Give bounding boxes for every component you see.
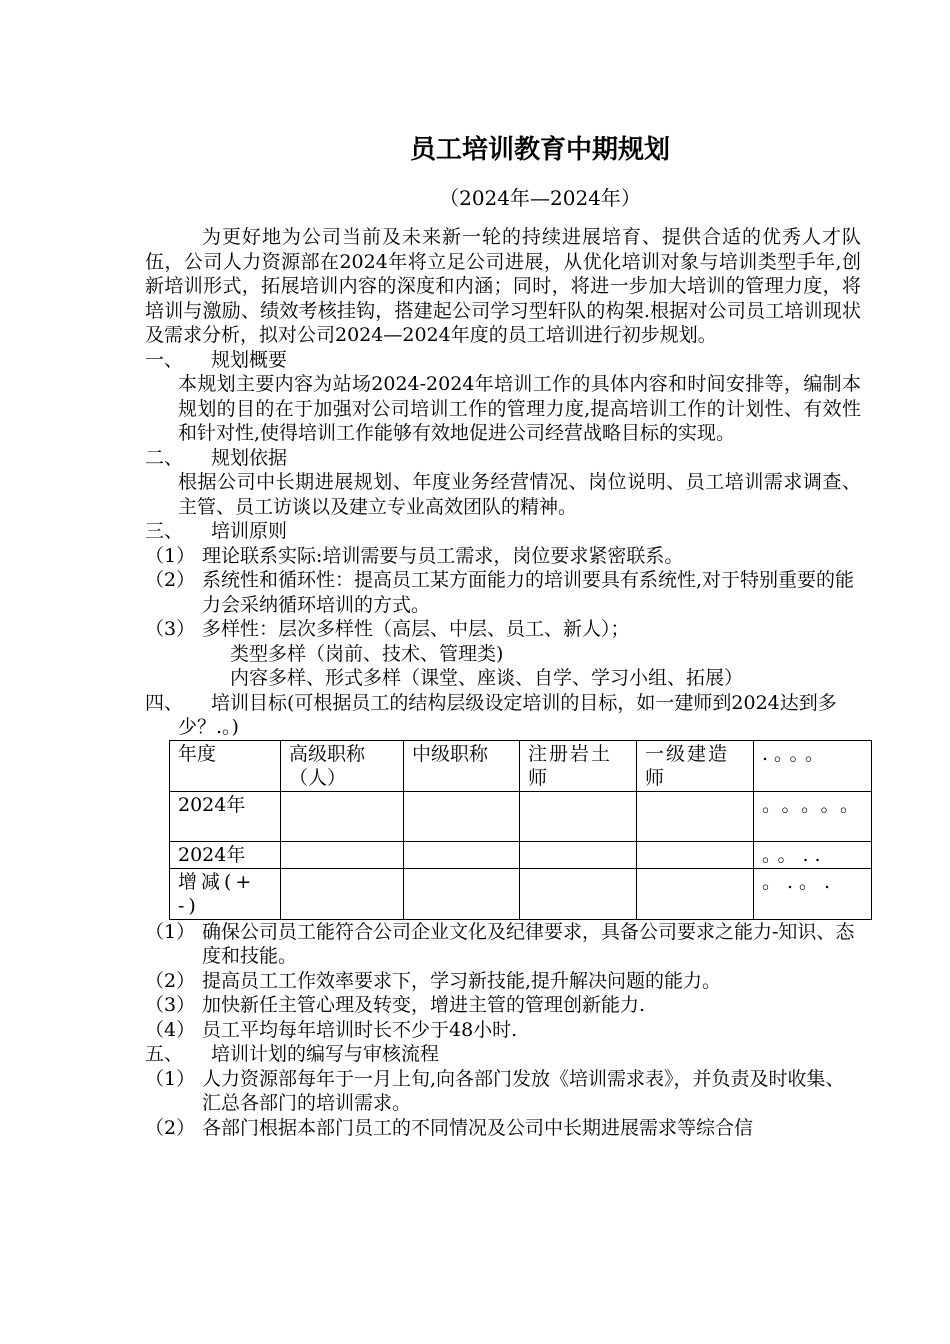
list-item-number: （3） xyxy=(145,618,196,640)
table-row xyxy=(170,791,872,841)
table-cell xyxy=(637,841,754,868)
list-item-number: （3） xyxy=(145,994,196,1016)
list-item xyxy=(145,568,861,617)
section-number: 四、 xyxy=(145,691,184,714)
table-cell xyxy=(404,841,520,868)
table-header-cell: 注册岩土师 xyxy=(520,740,637,791)
table-cell: 。。.. xyxy=(754,841,872,868)
list-item-number: （2） xyxy=(145,1116,196,1139)
sub-line: 类型多样（岗前、技术、管理类) xyxy=(230,642,504,665)
table-row xyxy=(170,841,872,868)
section-heading-4 xyxy=(145,691,861,740)
list-item-text: 各部门根据本部门员工的不同情况及公司中长期进展需求等综合信 xyxy=(202,1116,754,1139)
list-item xyxy=(145,617,861,642)
list-item-number: （1） xyxy=(145,920,196,943)
section-title: 规划依据 xyxy=(211,446,288,469)
table-cell xyxy=(281,868,404,919)
list-item-number: （2） xyxy=(145,969,196,992)
table-header-cell: .。。。 xyxy=(754,740,872,791)
section-heading-2 xyxy=(145,446,861,471)
section-number: 二、 xyxy=(145,446,184,469)
sub-line: 内容多样、形式多样（课堂、座谈、自学、学习小组、拓展） xyxy=(230,667,744,689)
list-item xyxy=(145,1018,861,1043)
list-item-text: 确保公司员工能符合公司企业文化及纪律要求，具备公司要求之能力-知识、态度和技能。 xyxy=(202,920,855,967)
table-header-cell: 高级职称（人） xyxy=(281,740,404,791)
section-title: 规划概要 xyxy=(211,348,288,371)
target-table xyxy=(169,740,872,920)
section-heading-1 xyxy=(145,348,861,373)
list-item-text: 系统性和循环性：提高员工某方面能力的培训要具有系统性,对于特别重要的能力会采纳循环培训的方式。 xyxy=(202,569,855,616)
table-cell: 。.。. xyxy=(754,868,872,919)
list-item-text: 提高员工工作效率要求下，学习新技能,提升解决问题的能力。 xyxy=(202,969,722,992)
section-title: 培训计划的编写与审核流程 xyxy=(211,1043,440,1065)
table-cell xyxy=(520,841,637,868)
list-item xyxy=(145,993,861,1018)
list-item xyxy=(145,920,861,969)
list-item-number: （2） xyxy=(145,569,196,591)
section-title: 培训目标(可根据员工的结构层级设定培训的目标，如一建师到2024达到多少？.。) xyxy=(178,691,837,738)
table-cell xyxy=(281,791,404,841)
table-cell: 。。。。。 xyxy=(754,791,872,841)
table-cell xyxy=(520,791,637,841)
section-body-2: 根据公司中长期进展规划、年度业务经营情况、岗位说明、员工培训需求调查、主管、员工访谈以及建立专业高效团队的精神。 xyxy=(178,471,861,518)
section-number: 一、 xyxy=(145,348,184,371)
document-title: 员工培训教育中期规划 xyxy=(409,135,670,165)
list-item xyxy=(145,969,861,994)
list-item-text: 多样性：层次多样性（高层、中层、员工、新人）； xyxy=(202,618,630,640)
section-number: 三、 xyxy=(145,520,184,542)
list-item-text: 加快新任主管心理及转变，增进主管的管理创新能力. xyxy=(202,994,646,1016)
table-cell: 增减(+-) xyxy=(170,868,281,919)
intro-paragraph: 为更好地为公司当前及未来新一轮的持续进展培育、提供合适的优秀人才队伍，公司人力资源部在2024年将立足公司进展，从优化培训对象与培训类型手年,创新培训形式，拓展培训内容的深度和内涵；同时，将进一步加大培训的管理力度，将培训与激励、绩效考核挂钩，搭建起公司学习型轩队的构架.根据对公司员工培训现状及需求分析，拟对公司2024—2024年度的员工培训进行初步规划。 xyxy=(145,226,861,346)
table-cell xyxy=(404,868,520,919)
table-header-cell: 一级建造师 xyxy=(637,740,754,791)
list-item-number: （1） xyxy=(145,1067,196,1090)
list-item xyxy=(145,544,861,569)
list-item-text: 人力资源部每年于一月上旬,向各部门发放《培训需求表》，并负责及时收集、汇总各部门的培训需求。 xyxy=(202,1067,845,1114)
document-body xyxy=(145,225,870,1140)
list-item-text: 理论联系实际:培训需要与员工需求，岗位要求紧密联系。 xyxy=(202,544,684,567)
table-header-row xyxy=(170,740,872,791)
section-number: 五、 xyxy=(145,1043,184,1065)
section-body-1: 本规划主要内容为站场2024-2024年培训工作的具体内容和时间安排等，编制本规划的目的在于加强对公司培训工作的管理力度,提高培训工作的计划性、有效性和针对性,使得培训工作能够有效地促进公司经营战略目标的实现。 xyxy=(178,373,861,444)
table-header-cell: 年度 xyxy=(170,740,281,791)
table-cell xyxy=(404,791,520,841)
table-cell xyxy=(637,791,754,841)
section-heading-3 xyxy=(145,519,861,544)
section-heading-5 xyxy=(145,1042,861,1067)
table-cell: 2024年 xyxy=(170,841,281,868)
table-cell xyxy=(281,841,404,868)
list-item-text: 员工平均每年培训时长不少于48小时. xyxy=(202,1018,518,1041)
list-item xyxy=(145,1116,861,1141)
document-subtitle: （2024年—2024年） xyxy=(439,186,641,210)
table-header-cell: 中级职称 xyxy=(404,740,520,791)
table-row xyxy=(170,868,872,919)
list-item-number: （4） xyxy=(145,1018,196,1041)
list-item xyxy=(145,1067,861,1116)
table-cell: 2024年 xyxy=(170,791,281,841)
list-item-number: （1） xyxy=(145,544,196,567)
section-title: 培训原则 xyxy=(211,520,288,542)
table-cell xyxy=(637,868,754,919)
table-cell xyxy=(520,868,637,919)
